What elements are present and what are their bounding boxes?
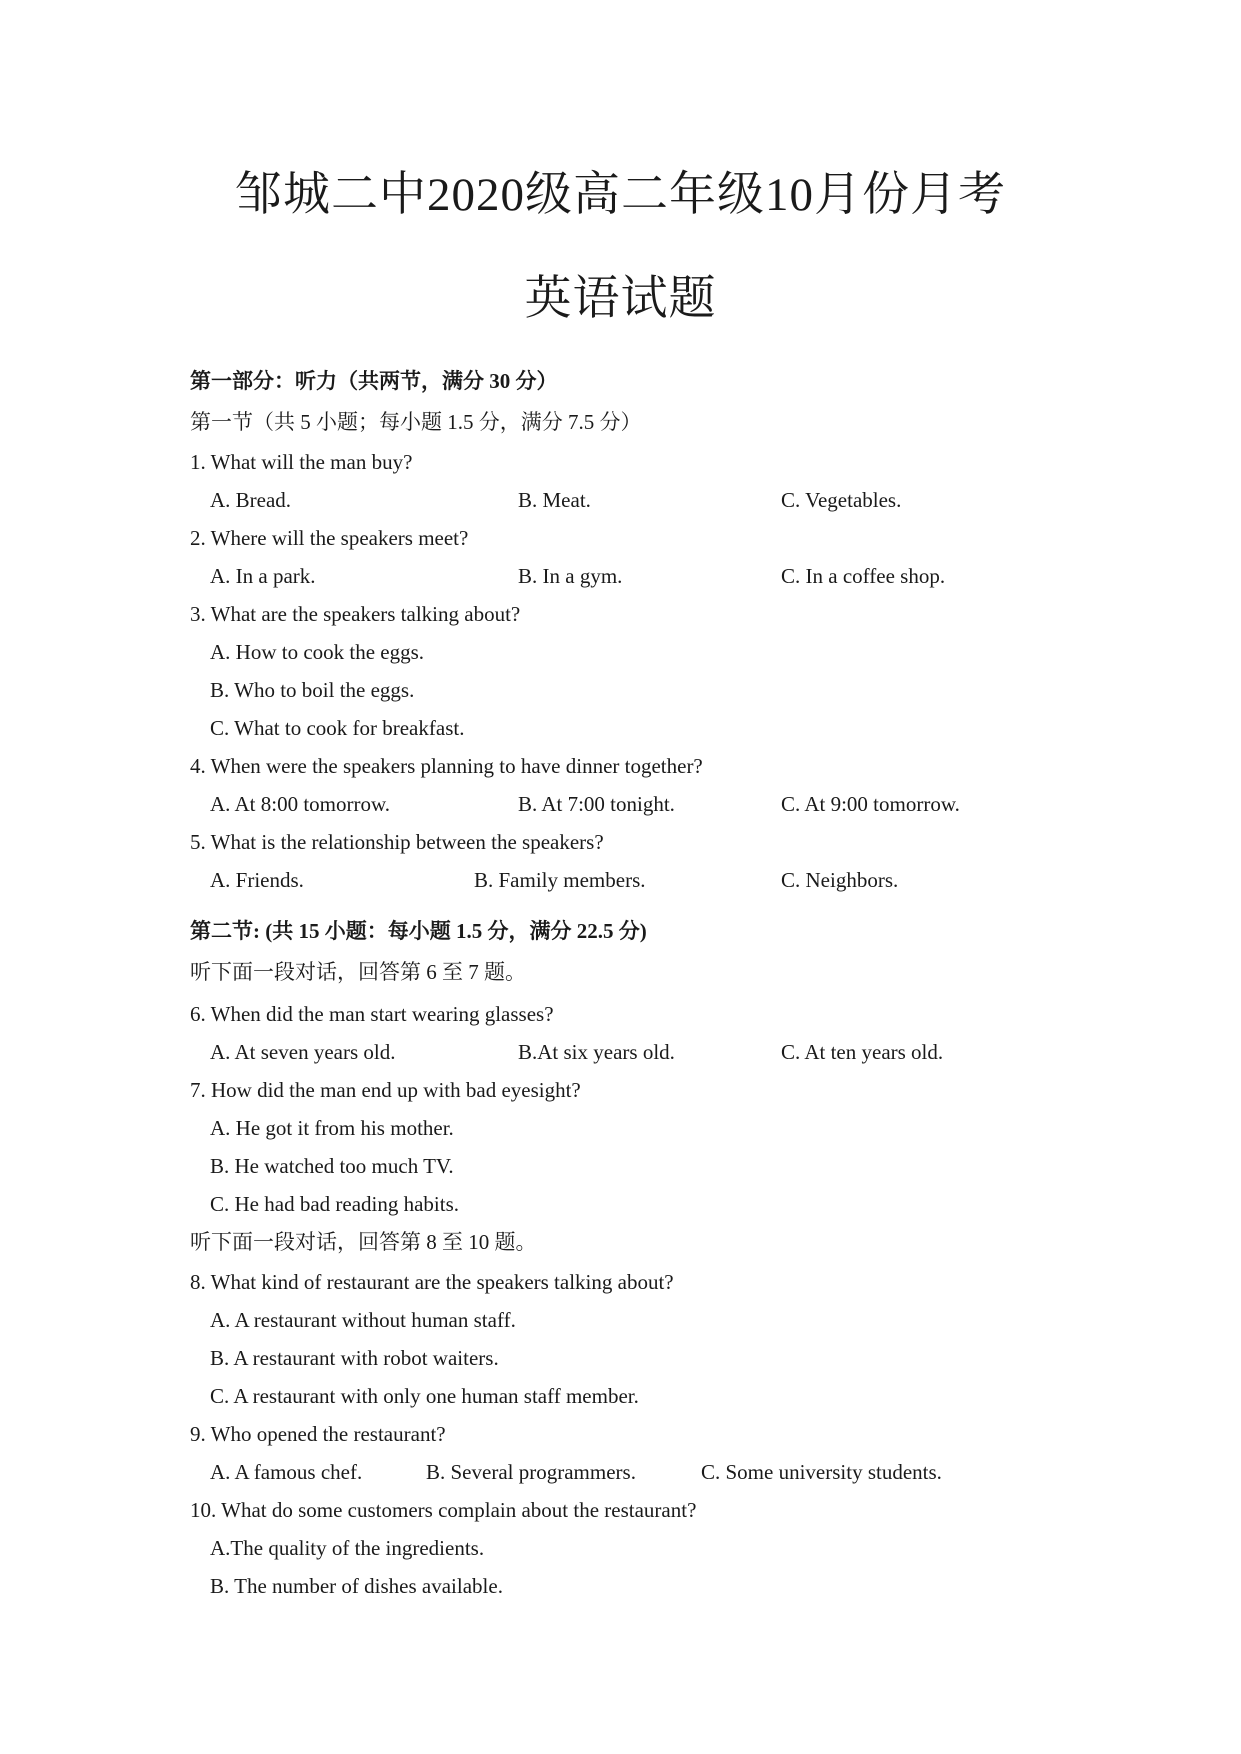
question-9: 9. Who opened the restaurant?	[190, 1422, 446, 1446]
q7-option-a: A. He got it from his mother.	[210, 1116, 454, 1140]
q2-option-c: C. In a coffee shop.	[781, 564, 946, 588]
q10-option-b: B. The number of dishes available.	[210, 1574, 503, 1598]
q2-option-a: A. In a park.	[210, 564, 316, 588]
section1-heading: 第一节（共 5 小题；每小题 1.5 分，满分 7.5 分）	[190, 410, 642, 434]
q3-option-b: B. Who to boil the eggs.	[210, 678, 415, 702]
instruction-6-7: 听下面一段对话，回答第 6 至 7 题。	[190, 960, 526, 984]
q9-option-a: A. A famous chef.	[210, 1460, 363, 1484]
exam-subtitle: 英语试题	[524, 273, 717, 325]
section2-heading: 第二节: (共 15 小题：每小题 1.5 分，满分 22.5 分)	[190, 919, 647, 943]
q5-option-a: A. Friends.	[210, 868, 304, 892]
q3-option-c: C. What to cook for breakfast.	[210, 716, 465, 740]
q6-option-a: A. At seven years old.	[210, 1040, 396, 1064]
q4-option-a: A. At 8:00 tomorrow.	[210, 792, 391, 816]
q7-option-b: B. He watched too much TV.	[210, 1154, 454, 1178]
q5-option-b: B. Family members.	[474, 868, 646, 892]
q3-option-a: A. How to cook the eggs.	[210, 640, 425, 664]
q5-option-c: C. Neighbors.	[781, 868, 899, 892]
question-1: 1. What will the man buy?	[190, 450, 413, 474]
q4-option-c: C. At 9:00 tomorrow.	[781, 792, 960, 816]
question-10: 10. What do some customers complain about the restaurant?	[190, 1498, 697, 1522]
question-4: 4. When were the speakers planning to have dinner together?	[190, 754, 703, 778]
question-8: 8. What kind of restaurant are the speakers talking about?	[190, 1270, 674, 1294]
question-2: 2. Where will the speakers meet?	[190, 526, 469, 550]
q6-option-b: B.At six years old.	[518, 1040, 675, 1064]
instruction-8-10: 听下面一段对话，回答第 8 至 10 题。	[190, 1230, 537, 1254]
q1-option-a: A. Bread.	[210, 488, 292, 512]
part1-heading: 第一部分：听力（共两节，满分 30 分）	[190, 369, 558, 393]
q1-option-c: C. Vegetables.	[781, 488, 902, 512]
q2-option-b: B. In a gym.	[518, 564, 623, 588]
q8-option-b: B. A restaurant with robot waiters.	[210, 1346, 499, 1370]
question-6: 6. When did the man start wearing glasses?	[190, 1002, 554, 1026]
q7-option-c: C. He had bad reading habits.	[210, 1192, 460, 1216]
question-3: 3. What are the speakers talking about?	[190, 602, 521, 626]
q8-option-a: A. A restaurant without human staff.	[210, 1308, 516, 1332]
q6-option-c: C. At ten years old.	[781, 1040, 944, 1064]
q9-option-b: B. Several programmers.	[426, 1460, 636, 1484]
question-5: 5. What is the relationship between the speakers?	[190, 830, 604, 854]
q1-option-b: B. Meat.	[518, 488, 591, 512]
q9-option-c: C. Some university students.	[701, 1460, 942, 1484]
exam-title: 邹城二中2020级高二年级10月份月考	[235, 169, 1006, 221]
q4-option-b: B. At 7:00 tonight.	[518, 792, 675, 816]
q10-option-a: A.The quality of the ingredients.	[210, 1536, 485, 1560]
q8-option-c: C. A restaurant with only one human staff member.	[210, 1384, 639, 1408]
question-7: 7. How did the man end up with bad eyesight?	[190, 1078, 581, 1102]
